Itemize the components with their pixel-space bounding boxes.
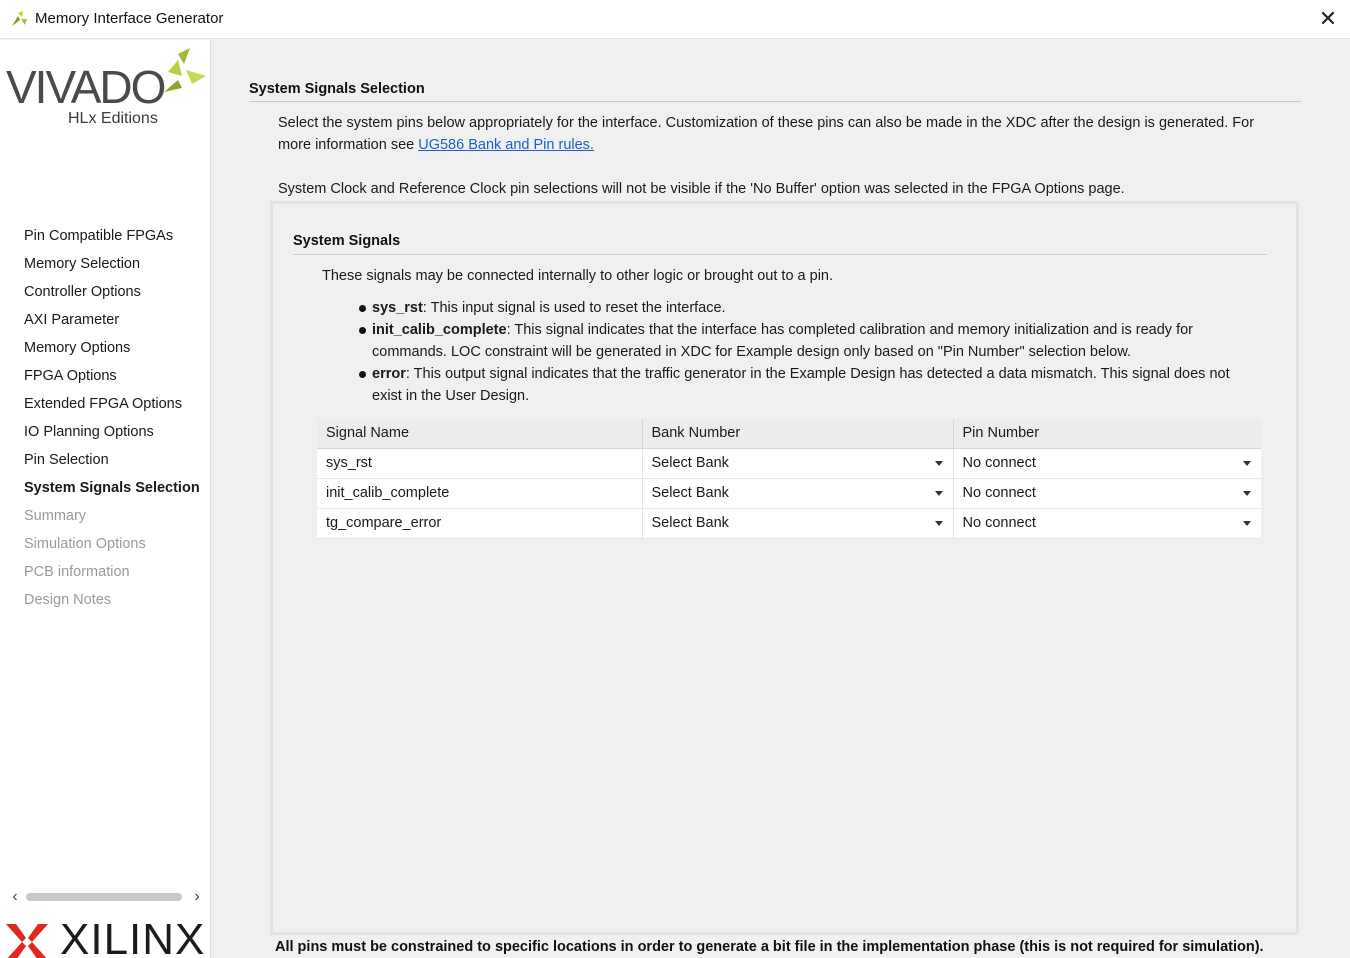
close-icon[interactable]: ✕ [1318, 6, 1338, 31]
pin-select-value: No connect [962, 485, 1036, 501]
column-header-bank-number[interactable]: Bank Number [642, 419, 953, 448]
xilinx-logo-text: XILINX [60, 916, 206, 958]
signal-name-cell: sys_rst [317, 448, 642, 478]
hlx-editions-text: HLx Editions [68, 110, 158, 127]
bank-select-value: Select Bank [651, 455, 729, 471]
system-signals-panel [270, 201, 1299, 935]
nav-item-summary: Summary [24, 508, 87, 524]
signal-name: sys_rst [372, 300, 423, 316]
signal-name-cell: init_calib_complete [317, 478, 642, 508]
pin-select[interactable] [953, 448, 1261, 478]
bank-select[interactable] [642, 508, 953, 538]
table-row [317, 508, 1261, 538]
chevron-down-icon[interactable] [935, 521, 943, 526]
signal-description: : This input signal is used to reset the interface. [422, 300, 726, 316]
bank-select[interactable] [642, 448, 953, 478]
vivado-app-icon [9, 9, 29, 29]
nav-item-controller-options[interactable]: Controller Options [24, 284, 141, 300]
nav-item-pcb-information: PCB information [24, 564, 130, 580]
ug586-link[interactable]: UG586 Bank and Pin rules. [418, 137, 594, 153]
nav-item-simulation-options: Simulation Options [24, 536, 146, 552]
signal-description: : This output signal indicates that the traffic generator in the Example Design has detected a data mismatch. This signal does not exist in the User Design. [372, 366, 1230, 404]
table-header-row [317, 419, 1261, 448]
wizard-step-list [0, 222, 211, 614]
scrollbar-thumb[interactable] [26, 893, 182, 901]
nav-item-design-notes: Design Notes [24, 592, 112, 608]
panel-intro: These signals may be connected internally to other logic or brought out to a pin. [322, 268, 834, 284]
page-title: System Signals Selection [249, 81, 425, 97]
signal-description: : This signal indicates that the interface has completed calibration and memory initialization and is ready for commands. LOC constraint will be generated in XDC for Example design only based on "Pin Number" selection below. [372, 322, 1194, 360]
page-description [278, 112, 1278, 156]
chevron-down-icon[interactable] [935, 491, 943, 496]
list-item [359, 363, 1249, 407]
table-row [317, 448, 1261, 478]
nav-item-io-planning-options[interactable]: IO Planning Options [24, 424, 154, 440]
xilinx-logo [4, 916, 211, 958]
column-header-pin-number[interactable]: Pin Number [953, 419, 1261, 448]
chevron-down-icon[interactable] [1243, 461, 1251, 466]
vivado-logo-text: VIVADO [6, 61, 165, 113]
list-item [359, 297, 1249, 319]
xilinx-x-mark-icon [4, 922, 50, 958]
panel-title: System Signals [293, 233, 401, 249]
table-row [317, 478, 1261, 508]
nav-item-extended-fpga-options[interactable]: Extended FPGA Options [24, 396, 182, 412]
signal-name: init_calib_complete [372, 322, 507, 338]
list-item [359, 319, 1249, 363]
title-bar [0, 0, 1350, 39]
bullet-icon [359, 327, 366, 334]
signal-name: error [372, 366, 406, 382]
pin-select-value: No connect [962, 455, 1036, 471]
nav-item-pin-selection[interactable]: Pin Selection [24, 452, 109, 468]
bank-select-value: Select Bank [651, 515, 729, 531]
chevron-down-icon[interactable] [1243, 491, 1251, 496]
pin-select[interactable] [953, 478, 1261, 508]
nav-item-memory-selection[interactable]: Memory Selection [24, 256, 141, 272]
clock-note: System Clock and Reference Clock pin selections will not be visible if the 'No Buffer' option was selected in the FPGA Options page. [278, 181, 1125, 197]
title-divider [249, 101, 1301, 102]
bank-select-value: Select Bank [651, 485, 729, 501]
bullet-icon [359, 371, 366, 378]
chevron-down-icon[interactable] [1243, 521, 1251, 526]
description-text: Select the system pins below appropriately for the interface. Customization of these pins can also be made in the XDC after the design is generated. For more information see [278, 115, 1255, 153]
pin-select[interactable] [953, 508, 1261, 538]
chevron-down-icon[interactable] [935, 461, 943, 466]
column-header-signal-name[interactable]: Signal Name [317, 419, 642, 448]
main-content [212, 40, 1350, 958]
vivado-leaf-icon [160, 46, 210, 96]
nav-item-memory-options[interactable]: Memory Options [24, 340, 131, 356]
nav-item-fpga-options[interactable]: FPGA Options [24, 368, 117, 384]
chevron-left-icon[interactable]: ‹ [12, 888, 18, 905]
chevron-right-icon[interactable]: › [194, 888, 200, 905]
wizard-sidebar [0, 40, 211, 958]
bullet-icon [359, 305, 366, 312]
signal-description-list [359, 297, 1249, 407]
nav-item-pin-compatible-fpgas[interactable]: Pin Compatible FPGAs [24, 228, 174, 244]
signal-name-cell: tg_compare_error [317, 508, 642, 538]
bank-select[interactable] [642, 478, 953, 508]
sidebar-horizontal-scrollbar[interactable] [6, 888, 206, 906]
constraint-footer-note: All pins must be constrained to specific locations in order to generate a bit file in the implementation phase (this is not required for simulation). [275, 939, 1264, 955]
pin-select-value: No connect [962, 515, 1036, 531]
panel-divider [293, 254, 1267, 255]
nav-item-system-signals-selection[interactable]: System Signals Selection [24, 480, 200, 496]
window-title: Memory Interface Generator [35, 10, 224, 27]
system-signals-table [317, 419, 1261, 539]
vivado-logo [0, 40, 211, 130]
nav-item-axi-parameter[interactable]: AXI Parameter [24, 312, 120, 328]
